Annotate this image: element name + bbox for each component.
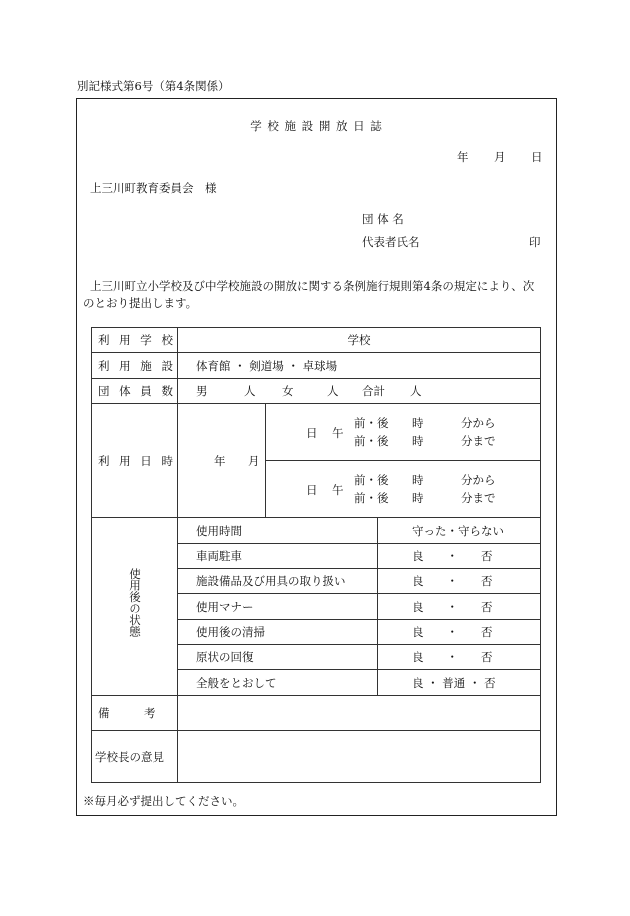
condition-rating: 良 ・ 否 (412, 625, 493, 639)
slot1-start-hour: 時 (412, 416, 424, 430)
slot2-start-hour: 時 (412, 473, 424, 487)
school-label: 利 用 学 校 (98, 333, 176, 347)
condition-item: 車両駐車 (196, 549, 242, 563)
condition-item: 使用時間 (196, 523, 242, 538)
condition-item: 全般をとおして (196, 675, 277, 690)
condition-label: 使用後の状態 (128, 568, 142, 637)
remarks-label: 備 考 (98, 706, 156, 720)
slot1-start-min: 分から (461, 416, 496, 430)
slot2-start-ampm: 前・後 (354, 473, 389, 487)
table-border-bottom (91, 782, 541, 783)
slot1-end-hour: 時 (412, 434, 424, 448)
date-year: 年 (457, 150, 469, 164)
principal-opinion-label: 学校長の意見 (95, 749, 164, 764)
school-value: 学校 (347, 333, 371, 347)
members-male-unit: 人 (244, 384, 256, 398)
slot2-end-min: 分まで (461, 491, 496, 505)
facility-label: 利 用 施 設 (98, 358, 176, 373)
members-label: 団 体 員 数 (98, 384, 176, 398)
representative-label: 代表者氏名 (362, 235, 420, 249)
condition-item: 施設備品及び用具の取り扱い (196, 574, 346, 588)
seal-mark: 印 (529, 235, 541, 249)
slot-divider (265, 460, 541, 461)
slot2-start-min: 分から (461, 473, 496, 487)
condition-rating: 良 ・ 否 (412, 549, 493, 563)
condition-item: 使用マナー (196, 599, 254, 614)
group-name-label: 団 体 名 (362, 212, 404, 226)
condition-rating: 良 ・ 普通 ・ 否 (412, 675, 496, 690)
condition-rating: 良 ・ 否 (412, 574, 493, 588)
form-label: 別記様式第6号（第4条関係） (77, 79, 230, 93)
date-month-field: 月 (248, 454, 260, 468)
datetime-label: 利 用 日 時 (98, 453, 176, 468)
members-female: 女 (282, 384, 294, 398)
slot2-noon: 午 (332, 483, 344, 497)
condition-rating: 良 ・ 否 (412, 599, 493, 614)
members-total: 合計 (362, 384, 385, 398)
facility-value: 体育館 ・ 剣道場 ・ 卓球場 (196, 358, 338, 373)
slot2-end-hour: 時 (412, 491, 424, 505)
date-day: 日 (531, 150, 543, 164)
date-month: 月 (494, 150, 506, 164)
statement-line-2: のとおり提出します。 (83, 296, 198, 310)
slot2-day: 日 (306, 483, 318, 497)
table-border-right (540, 327, 541, 782)
slot2-end-ampm: 前・後 (354, 491, 389, 505)
members-female-unit: 人 (327, 384, 339, 398)
slot1-noon: 午 (332, 426, 344, 440)
page-title: 学 校 施 設 開 放 日 誌 (250, 119, 383, 133)
footnote: ※毎月必ず提出してください。 (83, 794, 244, 808)
slot1-start-ampm: 前・後 (354, 416, 389, 430)
condition-rating: 守った・守らない (412, 523, 504, 538)
slot1-day: 日 (306, 426, 318, 440)
table-border-left (91, 327, 92, 782)
label-column-divider (177, 327, 178, 782)
condition-rating: 良 ・ 否 (412, 650, 493, 664)
members-male: 男 (196, 384, 208, 398)
slot1-end-ampm: 前・後 (354, 434, 389, 448)
condition-item: 原状の回復 (196, 650, 254, 664)
date-year-field: 年 (214, 454, 226, 468)
statement-line-1: 上三川町立小学校及び中学校施設の開放に関する条例施行規則第4条の規定により、次 (90, 279, 535, 293)
members-total-unit: 人 (410, 384, 422, 398)
slot1-end-min: 分まで (461, 434, 496, 448)
condition-item: 使用後の清掃 (196, 625, 265, 639)
addressee: 上三川町教育委員会 様 (90, 181, 217, 195)
